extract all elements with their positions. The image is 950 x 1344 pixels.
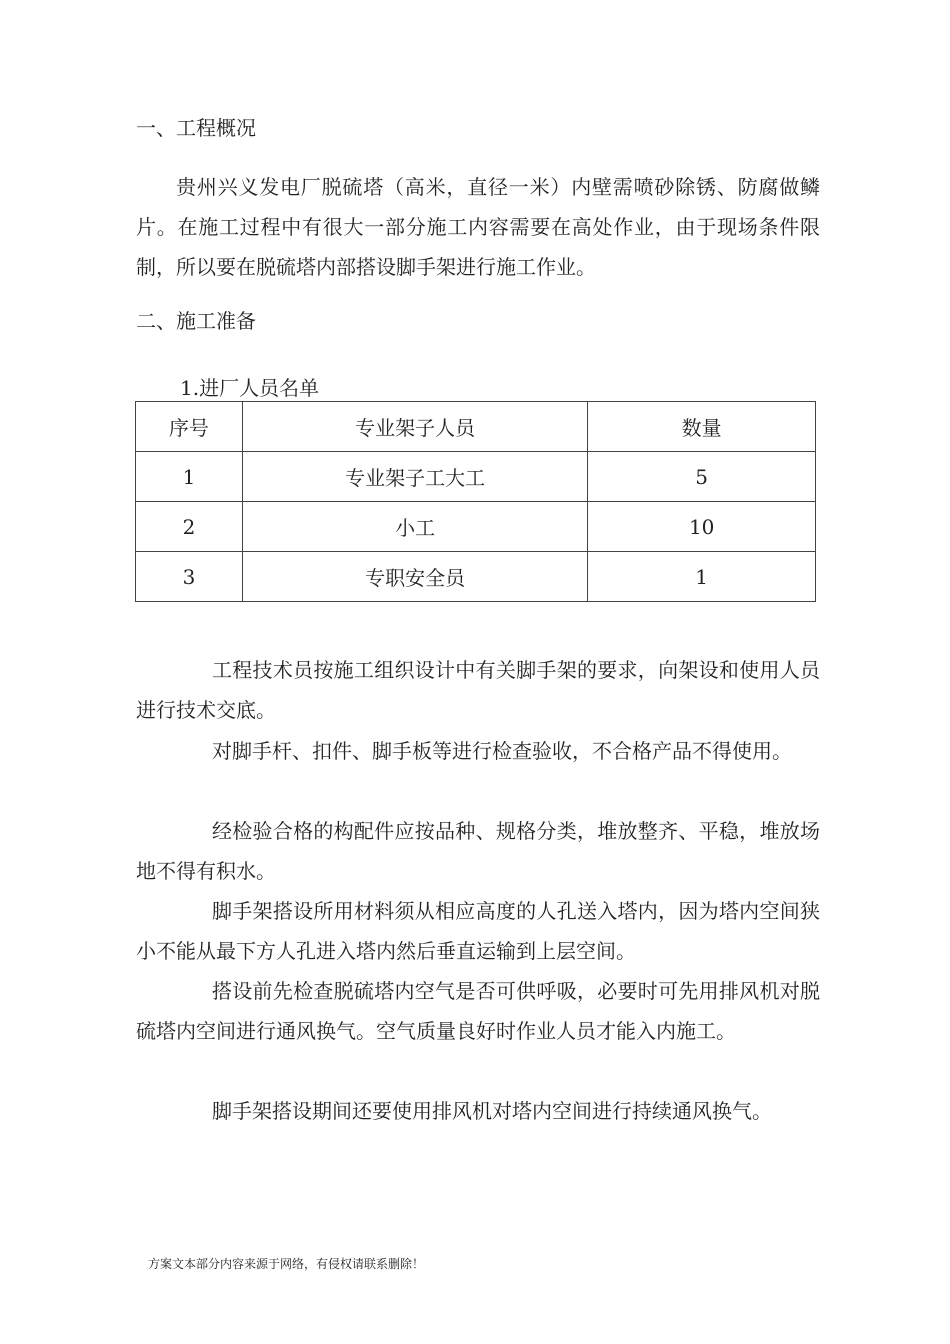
personnel-table	[135, 401, 816, 602]
table-cell: 专职安全员	[242, 552, 587, 602]
table-caption: 1.进厂人员名单	[180, 376, 320, 400]
table-row	[136, 502, 816, 552]
table-cell: 2	[136, 502, 243, 552]
prep-paragraph-6: 脚手架搭设期间还要使用排风机对塔内空间进行持续通风换气。	[212, 1099, 772, 1123]
table-cell: 5	[588, 452, 816, 502]
table-header-row	[136, 402, 816, 452]
overview-paragraph: 贵州兴义发电厂脱硫塔（高米，直径一米）内壁需喷砂除锈、防腐做鳞片。在施工过程中有很大一部分施工内容需要在高处作业，由于现场条件限制，所以要在脱硫塔内部搭设脚手架进行施工作业。	[136, 175, 820, 279]
prep-paragraph-2: 对脚手杆、扣件、脚手板等进行检查验收，不合格产品不得使用。	[212, 739, 792, 763]
table-cell: 10	[588, 502, 816, 552]
table-cell: 小工	[242, 502, 587, 552]
footer-disclaimer: 方案文本部分内容来源于网络，有侵权请联系删除！	[148, 1257, 425, 1271]
section-heading-overview: 一、工程概况	[136, 116, 256, 140]
header-cell-count: 数量	[588, 402, 816, 452]
prep-paragraph-4: 脚手架搭设所用材料须从相应高度的人孔送入塔内，因为塔内空间狭小不能从最下方人孔进入塔内然后垂直运输到上层空间。	[136, 899, 820, 963]
header-cell-index: 序号	[136, 402, 243, 452]
header-cell-role: 专业架子人员	[242, 402, 587, 452]
table-cell: 3	[136, 552, 243, 602]
prep-paragraph-5: 搭设前先检查脱硫塔内空气是否可供呼吸，必要时可先用排风机对脱硫塔内空间进行通风换气。空气质量良好时作业人员才能入内施工。	[136, 979, 820, 1043]
table-cell: 1	[136, 452, 243, 502]
table-row	[136, 452, 816, 502]
table-cell: 1	[588, 552, 816, 602]
table-row	[136, 552, 816, 602]
prep-paragraph-1: 工程技术员按施工组织设计中有关脚手架的要求，向架设和使用人员进行技术交底。	[136, 658, 820, 722]
table-cell: 专业架子工大工	[242, 452, 587, 502]
section-heading-preparation: 二、施工准备	[136, 309, 256, 333]
prep-paragraph-3: 经检验合格的构配件应按品种、规格分类，堆放整齐、平稳，堆放场地不得有积水。	[136, 819, 820, 883]
